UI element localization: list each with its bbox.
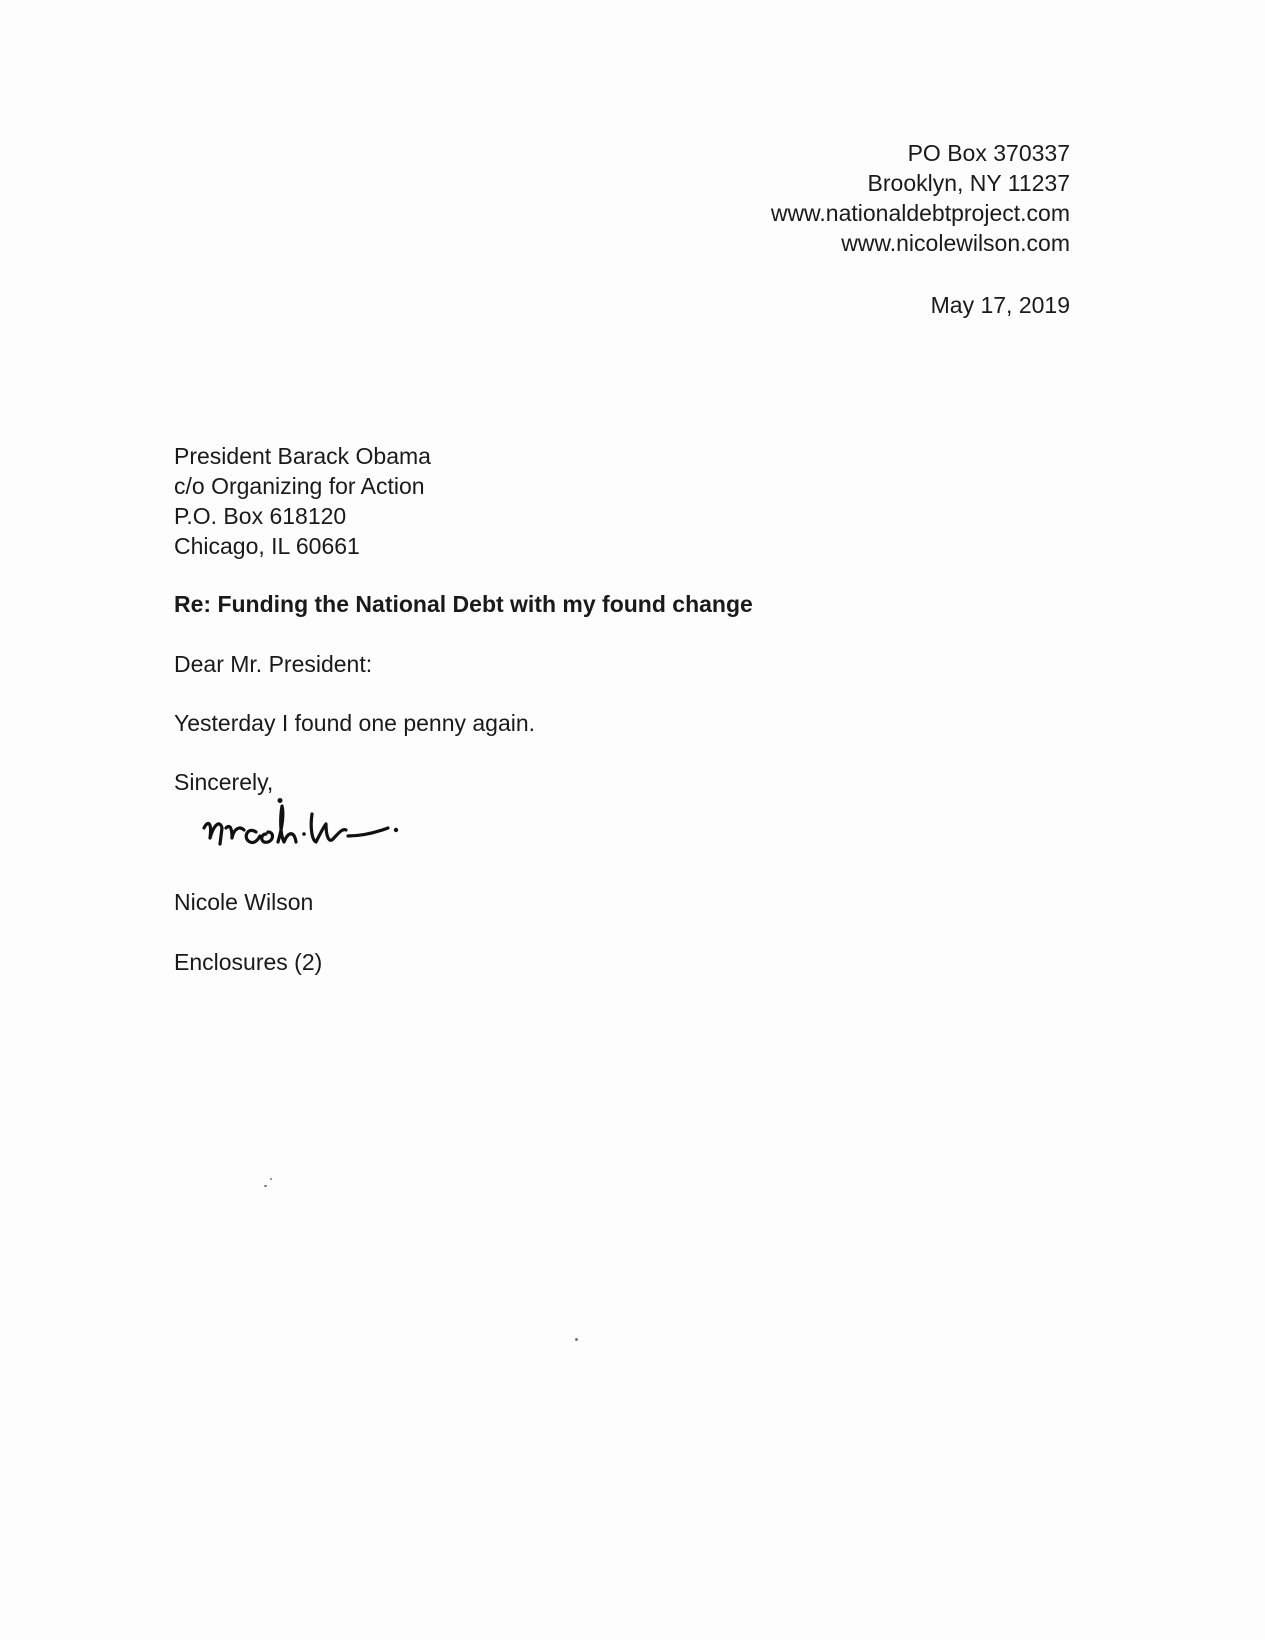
scan-speck — [270, 1178, 272, 1180]
scan-speck — [264, 1185, 267, 1187]
sender-address-block — [771, 138, 1070, 258]
recipient-city-state-zip: Chicago, IL 60661 — [174, 533, 360, 559]
recipient-po-box: P.O. Box 618120 — [174, 503, 347, 529]
signer-name: Nicole Wilson — [174, 889, 314, 915]
recipient-address-block — [174, 441, 431, 561]
handwritten-signature — [200, 798, 470, 870]
letter-body: Yesterday I found one penny again. — [174, 710, 536, 736]
enclosures-note: Enclosures (2) — [174, 949, 323, 975]
recipient-care-of: c/o Organizing for Action — [174, 473, 425, 499]
letter-date: May 17, 2019 — [930, 292, 1070, 318]
scan-speck — [575, 1338, 578, 1341]
recipient-name: President Barack Obama — [174, 443, 431, 469]
sender-website-1: www.nationaldebtproject.com — [770, 200, 1070, 226]
sender-address-line2: Brooklyn, NY 11237 — [867, 170, 1070, 196]
sender-website-2: www.nicolewilson.com — [841, 230, 1070, 256]
salutation: Dear Mr. President: — [174, 651, 373, 677]
closing: Sincerely, — [174, 769, 274, 795]
sender-address-line1: PO Box 370337 — [907, 140, 1070, 166]
subject-line: Re: Funding the National Debt with my found change — [174, 591, 753, 617]
